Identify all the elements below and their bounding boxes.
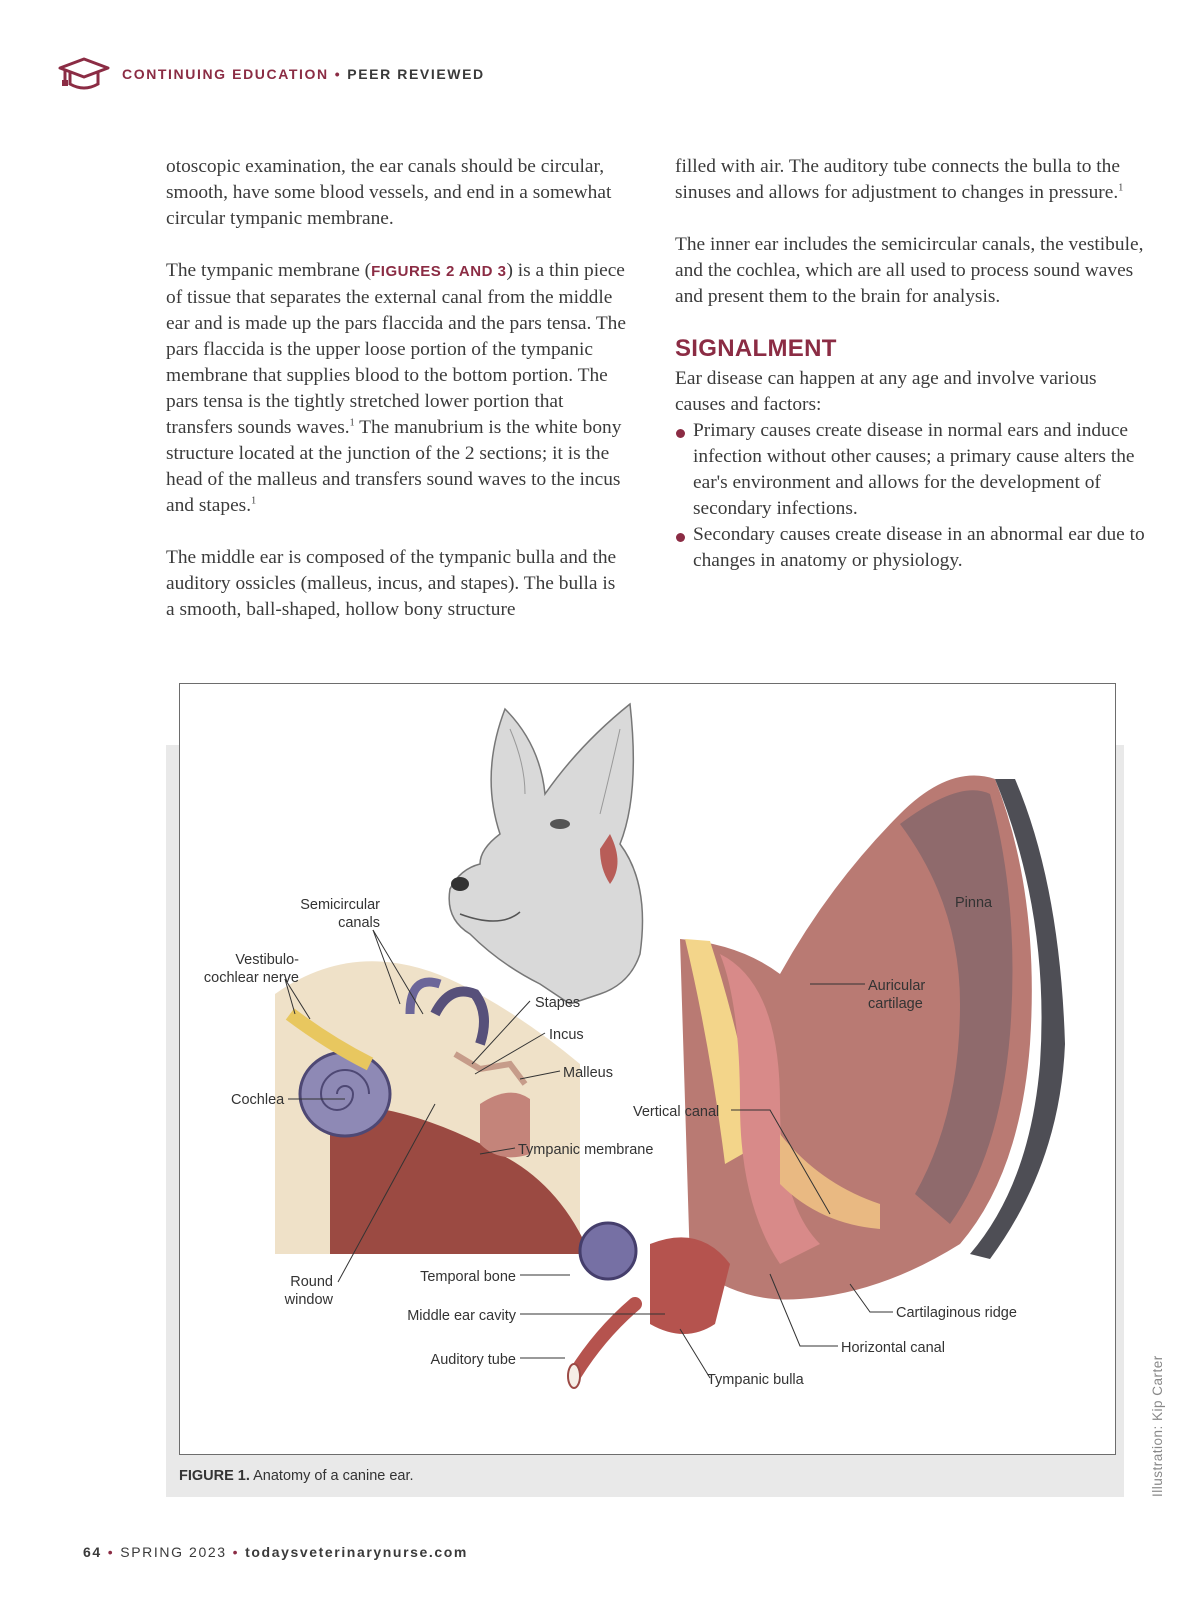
list-item: Primary causes create disease in normal ears and induce infection without other causes; a primary cause alters the ear's environment and allows for the development of secondary infections. (675, 418, 1145, 522)
footer-separator: • (107, 1544, 115, 1560)
left-paragraph-3: The middle ear is composed of the tympanic bulla and the auditory ossicles (malleus, incus, and stapes). The bulla is a smooth, ball-shaped, hollow bony structure (166, 547, 617, 620)
label-vertical-canal: Vertical canal (633, 1104, 720, 1120)
page-number: 64 (83, 1544, 102, 1560)
header-separator: • (334, 66, 342, 82)
text-run: The tympanic membrane ( (166, 260, 372, 281)
left-paragraph-2 (166, 258, 626, 519)
figure-reference-link[interactable]: FIGURES 2 AND 3 (371, 263, 507, 280)
label-auricular-cartilage: Auricular (868, 978, 926, 994)
bullet-list (675, 418, 1145, 574)
label-round-window: window (284, 1292, 333, 1308)
label-cartilaginous-ridge: Cartilaginous ridge (896, 1305, 1017, 1321)
dog-head-drawing (449, 704, 642, 1004)
label-semicircular-canals: canals (338, 915, 380, 931)
label-semicircular-canals: Semicircular (300, 897, 380, 913)
figure-caption (179, 1468, 414, 1484)
label-pinna: Pinna (955, 895, 993, 911)
header-section: CONTINUING EDUCATION (122, 66, 329, 82)
external-ear-drawing (568, 776, 1065, 1388)
text-run: filled with air. The auditory tube connects the bulla to the sinuses and allows for adjustment to changes in pressure. (675, 156, 1120, 203)
text-run: The manubrium is the white bony structure located at the junction of the 2 sections; it is the head of the malleus and transfers sound waves to the incus and stapes. (166, 417, 622, 516)
header-label (122, 66, 485, 82)
left-paragraph-1: otoscopic examination, the ear canals should be circular, smooth, have some blood vessels, and end in a somewhat circular tympanic membrane. (166, 156, 612, 229)
issue-label: SPRING 2023 (120, 1544, 227, 1560)
label-malleus: Malleus (563, 1065, 613, 1081)
header-tag: PEER REVIEWED (347, 66, 485, 82)
citation-sup: 1 (251, 495, 257, 507)
caption-text: Anatomy of a canine ear. (249, 1468, 414, 1484)
list-item: Secondary causes create disease in an abnormal ear due to changes in anatomy or physiology. (675, 522, 1145, 574)
label-stapes: Stapes (535, 995, 581, 1011)
label-auricular-cartilage: cartilage (868, 996, 923, 1012)
page-header (58, 56, 485, 92)
figure-frame (179, 683, 1116, 1455)
label-cochlea: Cochlea (231, 1092, 285, 1108)
citation-sup: 1 (349, 417, 355, 429)
ear-anatomy-illustration (180, 684, 1115, 1454)
label-horizontal-canal: Horizontal canal (841, 1340, 945, 1356)
right-paragraph-1 (675, 154, 1145, 206)
right-column (675, 154, 1145, 574)
section-heading: SIGNALMENT (675, 335, 837, 362)
text-run: ) is a thin piece of tissue that separates the external canal from the middle ear and is made up the pars flaccida and the pars tensa. The pars flaccida is the upper loose portion of the tympanic membrane that supplies blood to the bottom portion. The pars tensa is the tightly stretched lower portion that transfers sounds waves. (166, 260, 626, 438)
site-link[interactable]: todaysveterinarynurse.com (245, 1544, 468, 1560)
label-incus: Incus (549, 1027, 584, 1043)
section-intro: Ear disease can happen at any age and involve various causes and factors: (675, 368, 1097, 415)
right-paragraph-2: The inner ear includes the semicircular canals, the vestibule, and the cochlea, which are all used to process sound waves and present them to the brain for analysis. (675, 234, 1144, 307)
label-middle-ear-cavity: Middle ear cavity (407, 1308, 516, 1324)
footer-separator: • (232, 1544, 240, 1560)
label-temporal-bone: Temporal bone (420, 1269, 516, 1285)
caption-label: FIGURE 1. (179, 1468, 250, 1484)
label-tympanic-bulla: Tympanic bulla (707, 1372, 804, 1388)
illustration-credit: Illustration: Kip Carter (1150, 1355, 1165, 1497)
left-column (166, 154, 626, 649)
graduation-cap-icon (58, 56, 110, 92)
label-tympanic-membrane: Tympanic membrane (518, 1142, 654, 1158)
citation-sup: 1 (1118, 182, 1124, 194)
label-auditory-tube: Auditory tube (430, 1352, 516, 1368)
label-round-window: Round (290, 1274, 333, 1290)
label-vestibulocochlear-nerve: cochlear nerve (203, 970, 299, 986)
page-footer (83, 1544, 468, 1560)
label-vestibulocochlear-nerve: Vestibulo- (235, 952, 299, 968)
